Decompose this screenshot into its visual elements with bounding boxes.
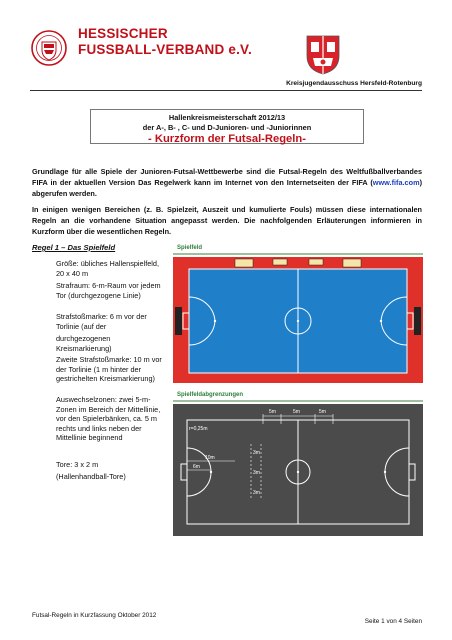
- intro-p1-after: ) abgerufen werden.: [32, 177, 422, 198]
- spec-second-penalty-mark: Zweite Strafstoßmarke: 10 m vor der Torlinie (1 m hinter der gestrichelten Kreismarkierung): [56, 355, 162, 384]
- page-number: Seite 1 von 4 Seiten: [364, 618, 422, 625]
- figure-markings-title-rule: [173, 400, 423, 402]
- footer-left: Futsal-Regeln in Kurzfassung Oktober 2012: [32, 612, 157, 619]
- spec-penalty-mark: Strafstoßmarke: 6 m vor der Torlinie (auf der: [56, 312, 147, 331]
- label-side-b: 3m: [253, 470, 260, 476]
- spec-size: Größe: übliches Hallenspielfeld, 20 x 40 m: [56, 259, 160, 278]
- label-top-1: 5m: [269, 409, 276, 415]
- title-line2: der A-, B- , C- und D-Junioren- und -Juniorinnen: [142, 123, 312, 132]
- label-left-1: 10m: [205, 455, 215, 461]
- figure-court-markings: [173, 390, 423, 541]
- org-line1: HESSISCHER: [78, 26, 168, 41]
- spec-goals-note: (Hallenhandball-Tore): [56, 472, 126, 481]
- figure-court-title-rule: [173, 253, 423, 255]
- fifa-link[interactable]: www.fifa.com: [372, 177, 420, 187]
- hfv-logo: [30, 26, 68, 70]
- spec-penalty-area: Strafraum: 6-m-Raum vor jedem Tor (durchgezogene Linie): [56, 281, 161, 300]
- label-side-c: 3m: [253, 490, 260, 496]
- org-line2: FUSSBALL-VERBAND e.V.: [78, 42, 252, 57]
- rule1-heading: [32, 243, 115, 252]
- spec-penalty-mark-note: durchgezogenen Kreismarkierung): [56, 334, 112, 353]
- label-corner: r=0,25m: [189, 426, 208, 432]
- figure-court-title: Spielfeld: [177, 245, 203, 251]
- figure-court: [173, 243, 423, 388]
- rule1-prefix: Regel 1 –: [32, 243, 68, 252]
- label-side-a: 3m: [253, 450, 260, 456]
- county-coat-of-arms: [305, 34, 341, 76]
- intro-paragraph-2: In einigen wenigen Bereichen (z. B. Spielzeit, Auszeit und kumulierte Fouls) müssen diese internationalen Regeln an die vorhandene Situation angepasst werden. Die nachfolgenden Erläuterungen informieren in Kurzform über die wesentlichen Regeln.: [32, 205, 422, 236]
- region-label: Kreisjugendausschuss Hersfeld-Rotenburg: [286, 80, 422, 87]
- label-top-3: 5m: [319, 409, 326, 415]
- label-top-2: 5m: [293, 409, 300, 415]
- title-line3: - Kurzform der Futsal-Regeln-: [148, 133, 306, 145]
- header-divider: [30, 90, 422, 91]
- figure-markings-title: Spielfeldabgrenzungen: [177, 392, 244, 398]
- title-line1: Hallenkreismeisterschaft 2012/13: [168, 113, 286, 122]
- label-left-2: 6m: [193, 464, 200, 470]
- intro-p1-before: Grundlage für alle Spiele der Junioren-Futsal-Wettbewerbe sind die Futsal-Regeln des Weltfußballverbandes FIFA in der aktuellen Version Das Regelwerk kann im Internet von den Internetseiten der FIFA (: [32, 167, 422, 187]
- spec-goals: Tore: 3 x 2 m: [56, 460, 99, 469]
- court-markings-diagram: [173, 404, 423, 536]
- intro-paragraph-1: [32, 167, 422, 199]
- court-diagram: [173, 257, 423, 383]
- title-box: [90, 109, 364, 144]
- organization-name: [78, 26, 252, 58]
- spec-substitution-zones: Auswechselzonen: zwei 5-m-Zonen im Bereich der Mittellinie, vor den Spielerbänken, ca. 5 m rechts und links neben der Mittellinie beginnend: [56, 395, 161, 443]
- rule1-title: Das Spielfeld: [67, 243, 116, 252]
